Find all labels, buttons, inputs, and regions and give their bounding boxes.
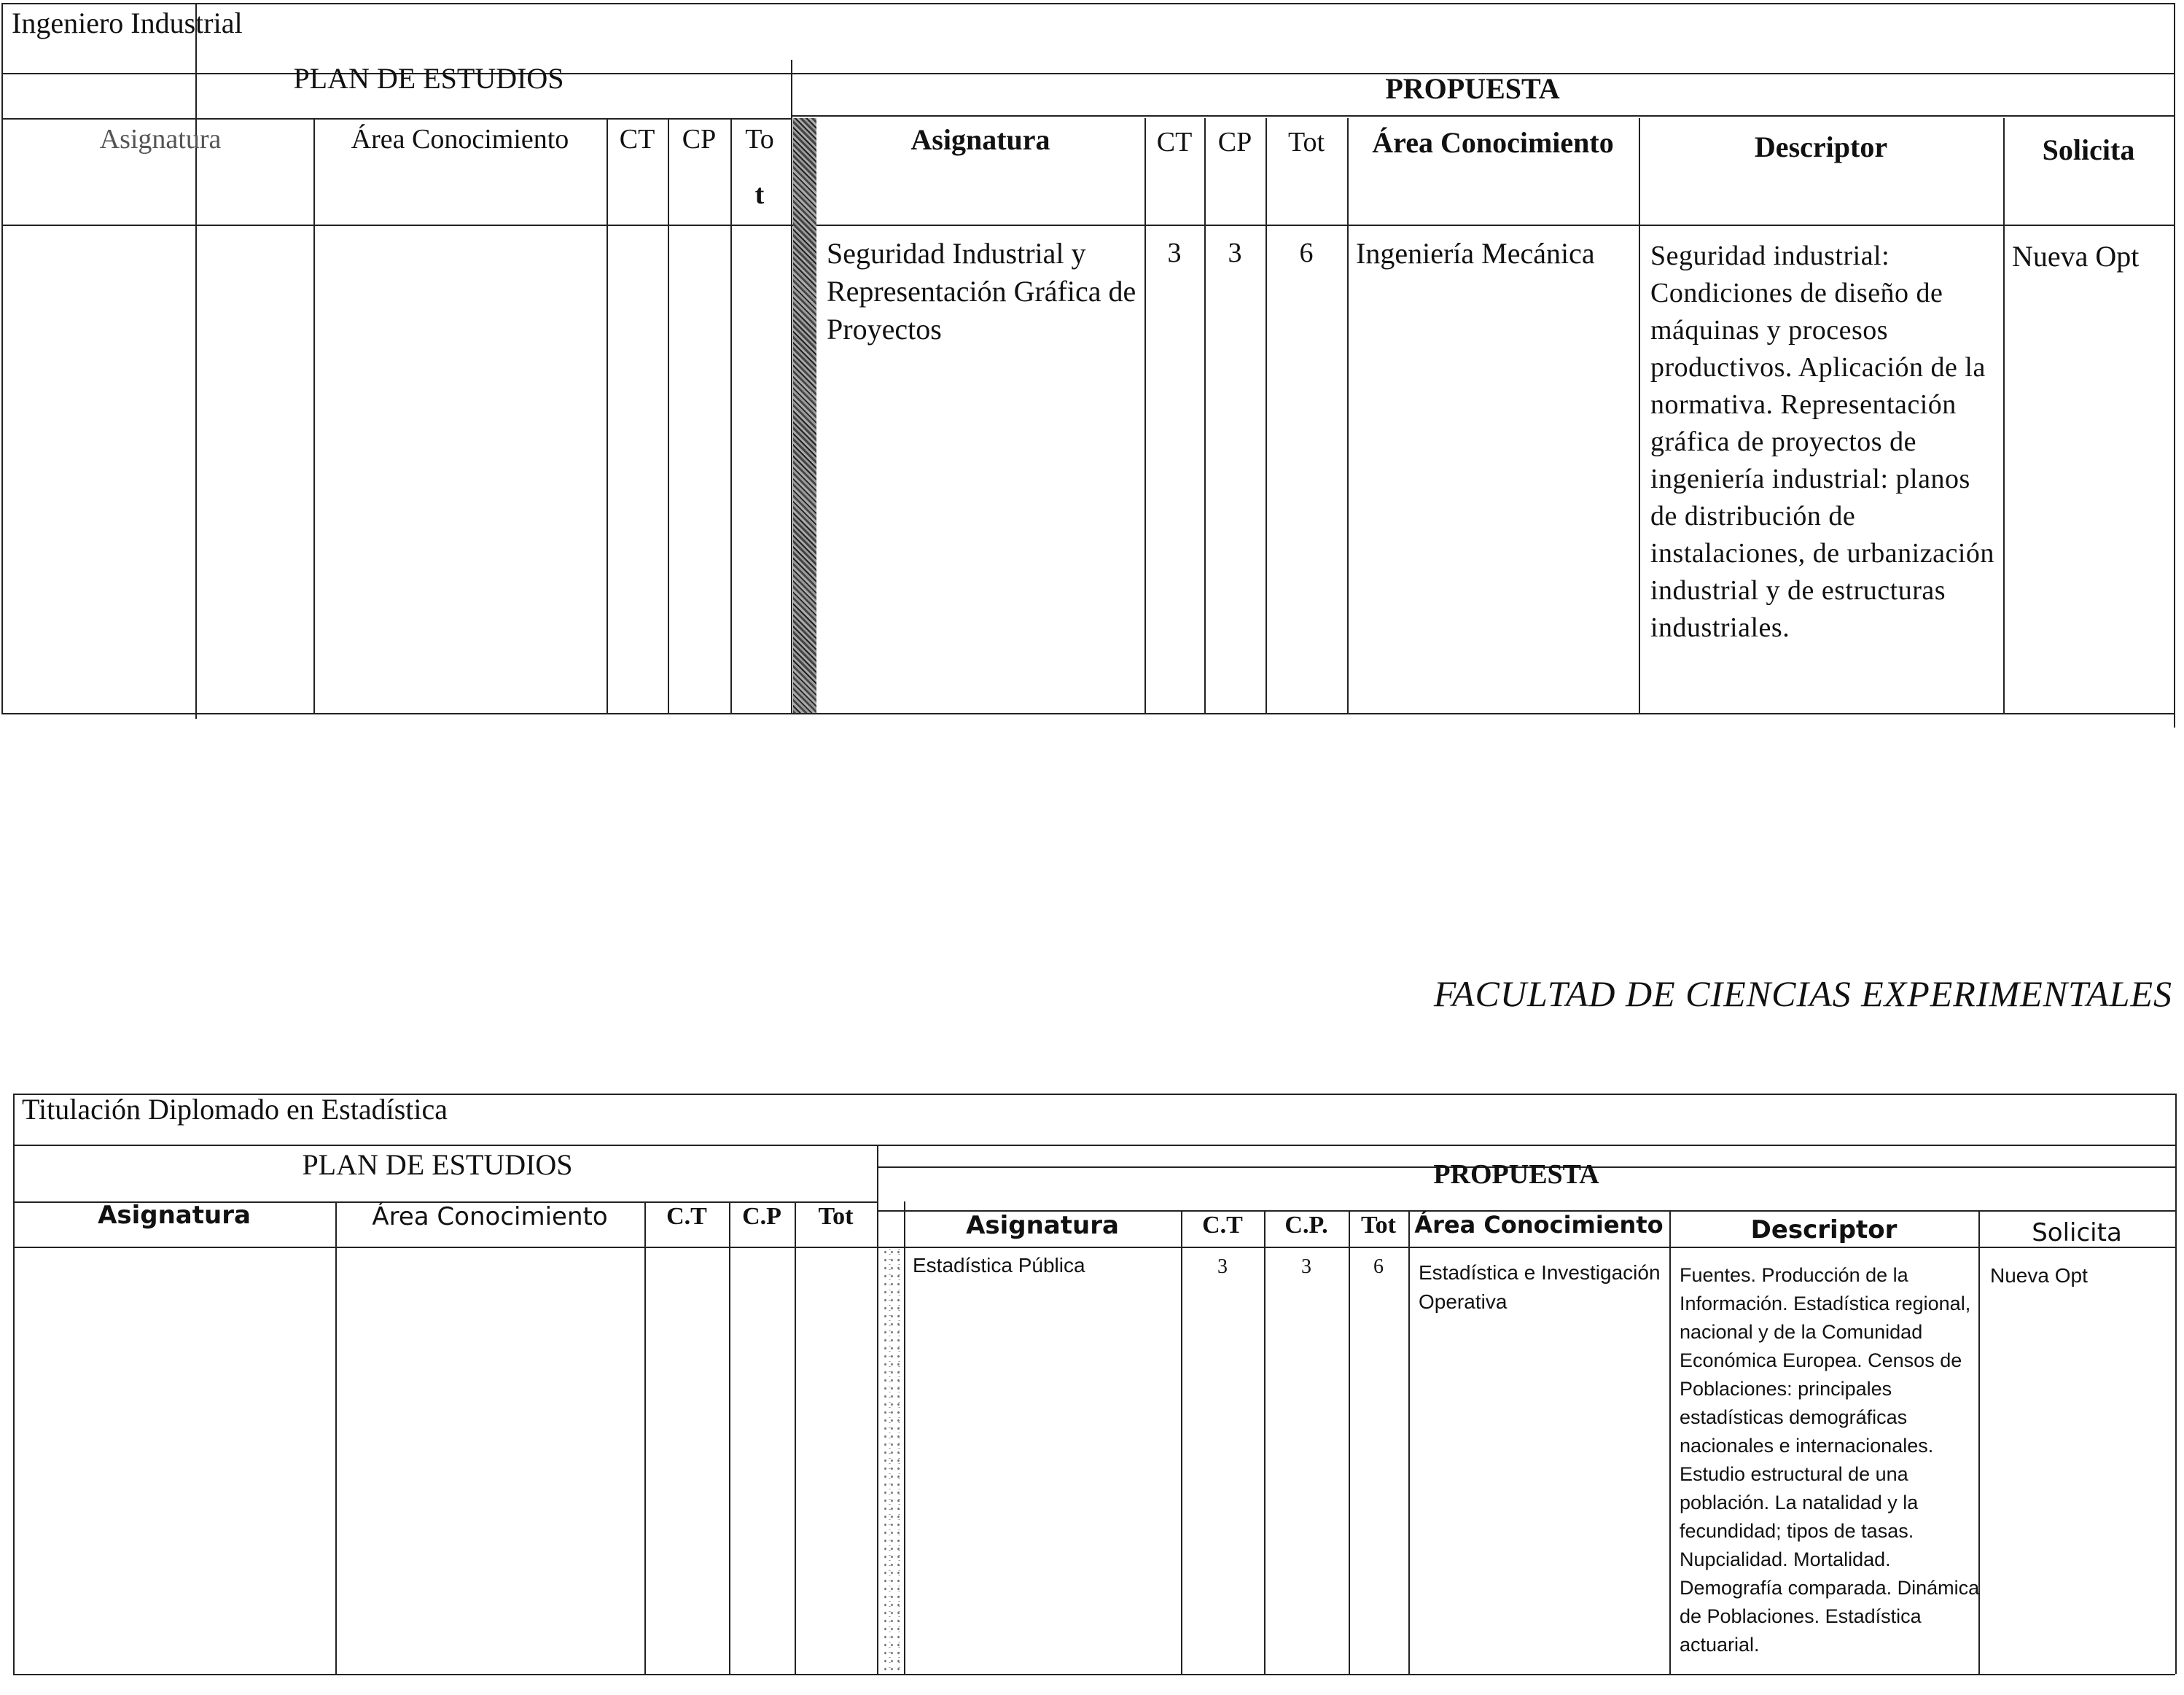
prop-col-cp-estadistica: C.P.: [1284, 1212, 1328, 1239]
row-area-estadistica: Estadística e Investigación Operativa: [1419, 1261, 1661, 1313]
prop-col-area-estadistica: Área Conocimiento: [1414, 1211, 1664, 1239]
prop-col-ct-estadistica: C.T: [1202, 1212, 1243, 1239]
prop-col-ct: CT: [1156, 127, 1193, 157]
prop-col-solicita-estadistica: Solicita: [2032, 1218, 2122, 1247]
row-cp: 3: [1228, 238, 1242, 268]
row-solicita: Nueva Opt: [2012, 240, 2140, 273]
prop-col-cp: CP: [1217, 127, 1252, 157]
plan-col-cp: CP: [682, 124, 717, 155]
prop-col-area: Área Conocimiento: [1372, 126, 1614, 159]
plan-col-area: Área Conocimiento: [351, 124, 569, 155]
row-descriptor-estadistica: Fuentes. Producción de la Información. Estadística regional, nacional y de la Comunidad Económica Europea. Censos de Poblaciones: principales estadísticas demográficas nacionales e internacionales. Estudio estructural de una población. La natalidad y la fecundidad; tipos de tasas. Nupcialidad. Mortalidad. Demografía comparada. Dinámica de Poblaciones. Estadística actuarial.: [1680, 1264, 1980, 1656]
prop-col-asignatura-estadistica: Asignatura: [966, 1211, 1119, 1240]
prop-col-descriptor: Descriptor: [1754, 130, 1888, 163]
prop-col-tot-estadistica: Tot: [1361, 1212, 1396, 1239]
plan-col-ct: CT: [619, 124, 655, 155]
row-asignatura: Seguridad Industrial y Representación Gráfica de Proyectos: [827, 237, 1136, 346]
prop-col-descriptor-estadistica: Descriptor: [1750, 1215, 1898, 1244]
row-tot: 6: [1299, 238, 1314, 268]
propuesta-header: PROPUESTA: [1385, 72, 1560, 105]
row-descriptor: Seguridad industrial: Condiciones de diseño de máquinas y procesos productivos. Aplicación de la normativa. Representación gráfica de proyectos de ingeniería industrial: planos de distribución de instalaciones, de urbanización industrial y de estructuras industriales.: [1650, 241, 1994, 643]
row-cp-estadistica: 3: [1301, 1255, 1311, 1278]
plan-col-area-estadistica: Área Conocimiento: [372, 1202, 608, 1231]
prop-col-asignatura: Asignatura: [910, 123, 1050, 156]
prop-col-solicita: Solicita: [2042, 133, 2135, 166]
faculty-heading: FACULTAD DE CIENCIAS EXPERIMENTALES: [1433, 973, 2172, 1014]
plan-col-asignatura-estadistica: Asignatura: [98, 1201, 251, 1230]
titulacion-label: Ingeniero Industrial: [12, 7, 243, 39]
row-solicita-estadistica: Nueva Opt: [1990, 1264, 2088, 1287]
row-tot-estadistica: 6: [1373, 1255, 1384, 1278]
row-area: Ingeniería Mecánica: [1356, 237, 1595, 270]
plan-estudios-header-estadistica: PLAN DE ESTUDIOS: [302, 1148, 573, 1181]
plan-col-tot-estadistica: Tot: [818, 1203, 854, 1230]
plan-col-tot-line1: To: [745, 124, 774, 155]
plan-col-tot-line2: t: [754, 179, 765, 210]
row-ct: 3: [1167, 238, 1182, 268]
plan-col-asignatura: Asignatura: [99, 124, 222, 155]
row-asignatura-estadistica: Estadística Pública: [913, 1254, 1085, 1277]
plan-col-ct-estadistica: C.T: [666, 1203, 707, 1230]
titulacion-label-estadistica: Titulación Diplomado en Estadística: [22, 1093, 448, 1126]
prop-col-tot: Tot: [1287, 127, 1325, 157]
propuesta-header-estadistica: PROPUESTA: [1433, 1159, 1599, 1190]
plan-col-cp-estadistica: C.P: [742, 1203, 781, 1230]
row-ct-estadistica: 3: [1217, 1255, 1228, 1278]
plan-estudios-header: PLAN DE ESTUDIOS: [293, 62, 564, 95]
